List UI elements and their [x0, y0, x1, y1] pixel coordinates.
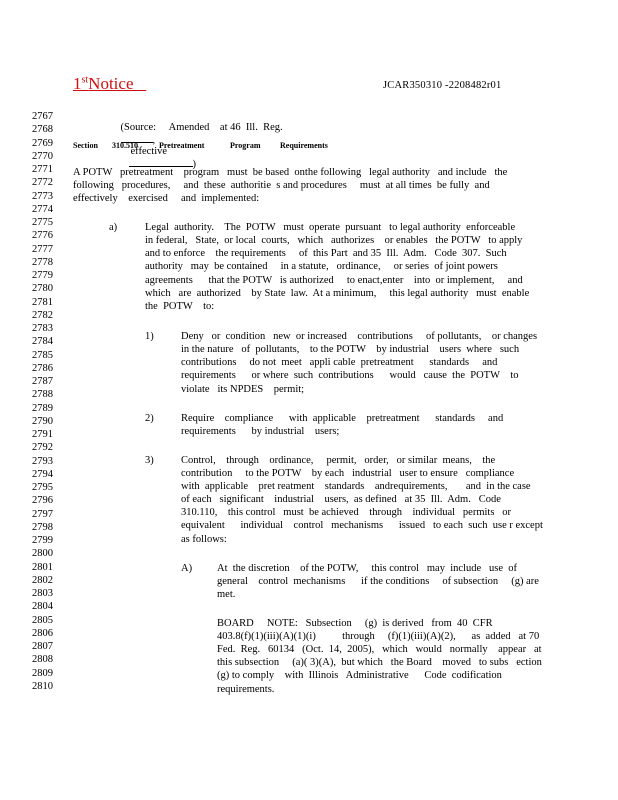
item-marker: A) [181, 563, 193, 574]
line-number: 2767 [32, 111, 53, 122]
item-marker: 3) [145, 455, 154, 466]
line-number: 2780 [32, 283, 53, 295]
text-line: (g) to comply with Illinois Administrative Code codification [217, 670, 502, 681]
section-label: Section [73, 141, 98, 150]
text-line: this subsection (a)( 3)(A), but which the Board moved to subs ection [217, 657, 542, 668]
section-word-program: Program [230, 141, 261, 150]
line-number: 2772 [32, 177, 53, 189]
section-number: 310.510 [112, 141, 138, 150]
line-number: 2786 [32, 362, 53, 374]
line-number: 2810 [32, 680, 53, 692]
line-number: 2784 [32, 336, 53, 348]
line-number: 2799 [32, 535, 53, 546]
text-line: requirements. [217, 684, 275, 695]
source-note: (Source: Amended at 46 Ill. Reg. , effective ) [120, 122, 283, 170]
line-number: 2809 [32, 667, 53, 679]
line-number: 2803 [32, 588, 53, 599]
text-line: requirements by industrial users; [181, 426, 340, 437]
line-number: 2793 [32, 455, 53, 467]
line-number: 2797 [32, 508, 53, 520]
text-line: equivalent individual control mechanisms issued to each such use r except [181, 520, 543, 531]
line-number: 2801 [32, 561, 53, 573]
text-line: in federal, State, or local courts, which authorizes or enables the POTW to apply [145, 235, 523, 246]
text-line: general control mechanisms if the conditions of subsection (g) are [217, 576, 539, 587]
line-number: 2804 [32, 601, 53, 613]
text-line: effectively exercised and implemented: [73, 193, 260, 204]
text-line: met. [217, 589, 236, 600]
effective-blank [129, 157, 193, 167]
text-line: A POTW pretreatment program must be based onthe following legal authority and include the [73, 167, 508, 178]
line-number: 2806 [32, 627, 53, 639]
line-number: 2790 [32, 415, 53, 427]
line-number: 2785 [32, 349, 53, 361]
text-line: Fed. Reg. 60134 (Oct. 14, 2005), which would normally appear at [217, 644, 542, 655]
line-number: 2787 [32, 376, 53, 387]
text-line: in the nature of pollutants, to the POTW by industrial users where such [181, 344, 520, 355]
line-number: 2792 [32, 442, 53, 454]
text-line: BOARD NOTE: Subsection (g) is derived from 40 CFR [217, 618, 493, 629]
text-line: contribution to the POTW by each industrial user to ensure compliance [181, 468, 515, 479]
text-line: and to enforce the requirements of this Part and 35 Ill. Adm. Code 307. Such [145, 248, 507, 259]
line-number: 2774 [32, 203, 53, 215]
line-number: 2771 [32, 164, 53, 175]
line-number: 2769 [32, 137, 53, 149]
line-number: 2802 [32, 574, 53, 586]
line-number: 2789 [32, 402, 53, 414]
line-number: 2781 [32, 296, 53, 308]
section-word-requirements: Requirements [280, 141, 328, 150]
text-line: contributions do not meet appli cable pretreatment standards and [181, 357, 498, 368]
line-number: 2773 [32, 190, 53, 202]
line-number: 2782 [32, 309, 53, 321]
text-line: agreements that the POTW is authorized to enact,enter into or implement, and [145, 275, 523, 286]
section-word-pretreatment: Pretreatment [159, 141, 205, 150]
text-line: of each significant industrial users, as defined at 35 Ill. Adm. Code [181, 494, 501, 505]
text-line: Deny or condition new or increased contributions of pollutants, or changes [181, 331, 538, 342]
text-line: Legal authority. The POTW must operate pursuant to legal authority enforceable [145, 222, 516, 233]
line-number: 2808 [32, 654, 53, 666]
line-number: 2783 [32, 323, 53, 334]
line-number: 2800 [32, 548, 53, 560]
line-number: 2778 [32, 256, 53, 268]
text-line: Require compliance with applicable pretreatment standards and [181, 413, 504, 424]
item-marker: 2) [145, 413, 154, 424]
line-number: 2770 [32, 150, 53, 162]
text-line: requirements or where such contributions would cause the POTW to [181, 370, 519, 381]
text-line: 403.8(f)(1)(iii)(A)(1)(i) through (f)(1)(iii)(A)(2), as added at 70 [217, 631, 540, 642]
text-line: the POTW to: [145, 301, 215, 312]
text-line: with applicable pret reatment standards andrequirements, and in the case [181, 481, 531, 492]
line-number: 2779 [32, 270, 53, 281]
item-marker: 1) [145, 331, 154, 342]
line-number: 2805 [32, 614, 53, 626]
notice-title: 1stNotice [73, 74, 134, 93]
text-line: At the discretion of the POTW, this control may include use of [217, 563, 517, 574]
jcar-code: JCAR350310 -2208482r01 [383, 80, 502, 91]
line-number: 2798 [32, 521, 53, 533]
text-line: Control, through ordinance, permit, order, or similar means, the [181, 455, 496, 466]
text-line: as follows: [181, 534, 227, 545]
text-line: authority may be contained in a statute, ordinance, or series of joint powers [145, 261, 498, 272]
text-line: which are authorized by State law. At a minimum, this legal authority must enable [145, 288, 530, 299]
line-number: 2788 [32, 389, 53, 401]
line-number: 2795 [32, 482, 53, 493]
line-number: 2777 [32, 243, 53, 255]
line-number: 2768 [32, 124, 53, 136]
line-number: 2776 [32, 230, 53, 242]
text-line: following procedures, and these authoritie s and procedures must at all times be fully and [73, 180, 490, 191]
text-line: 310.110, this control must be achieved through individual permits or [181, 507, 512, 518]
text-line: violate its NPDES permit; [181, 384, 305, 395]
line-number: 2775 [32, 217, 53, 228]
line-number: 2807 [32, 641, 53, 652]
line-number: 2794 [32, 468, 53, 480]
line-number: 2796 [32, 495, 53, 507]
item-marker: a) [109, 222, 118, 233]
line-number: 2791 [32, 429, 53, 440]
